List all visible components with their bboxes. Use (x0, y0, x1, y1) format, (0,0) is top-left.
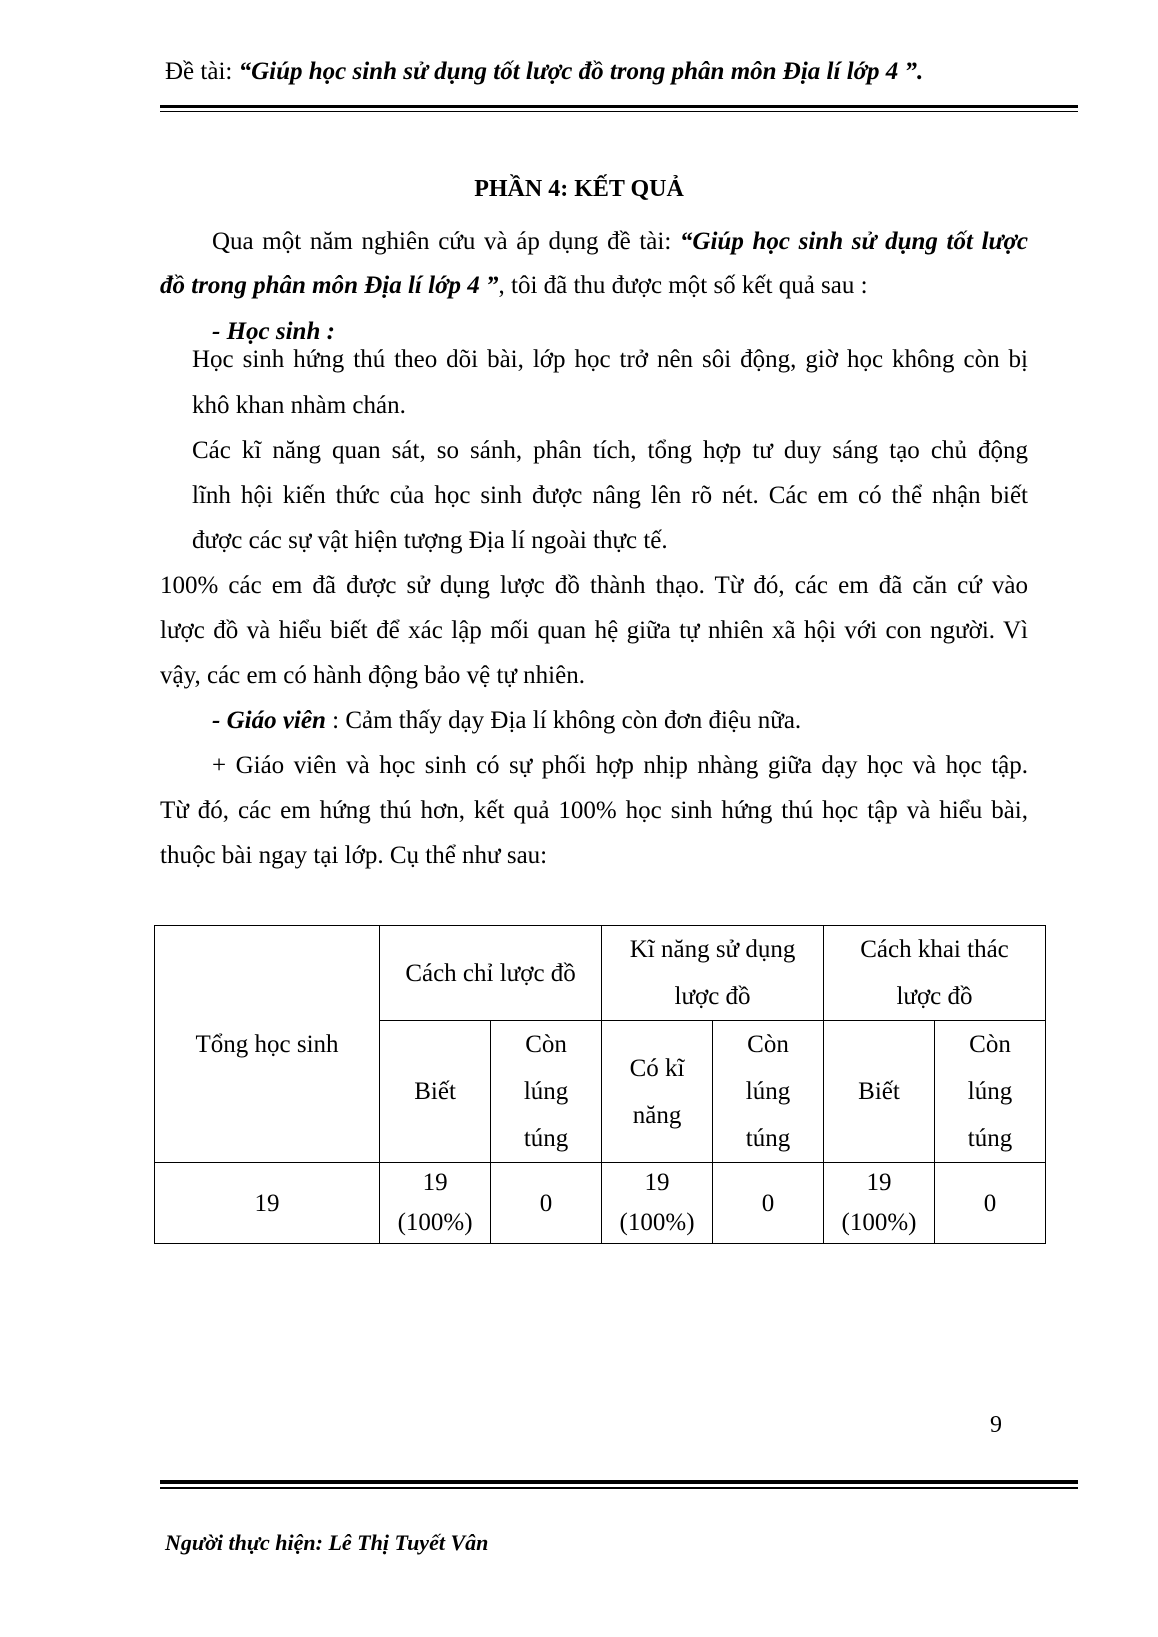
teachers-p-line-2: Từ đó, các em hứng thú hơn, kết quả 100% học sinh hứng thú học tập và hiểu bài, (160, 797, 1028, 824)
students-p3-line-3: vậy, các em có hành động bảo vệ tự nhiên. (160, 662, 585, 689)
header-rule-thin (160, 111, 1078, 112)
header-prefix: Đề tài: (165, 58, 239, 85)
g1-confused-value: 0 (491, 1163, 602, 1244)
sub-header-confused: Còn lúng túng (935, 1021, 1046, 1163)
page-number: 9 (990, 1412, 1002, 1438)
intro-topic: “Giúp học sinh sử dụng tốt lược (679, 228, 1028, 255)
students-p2-line-2: lĩnh hội kiến thức của học sinh được nâng lên rõ nét. Các em có thể nhận biết (192, 482, 1028, 509)
sub-header-confused: Còn lúng túng (713, 1021, 824, 1163)
sub-header-skilled: Có kĩ năng (602, 1021, 713, 1163)
header-topic: “Giúp học sinh sử dụng tốt lược đồ trong phân môn Địa lí lớp 4 ”. (238, 58, 924, 85)
section-title: PHẦN 4: KẾT QUẢ (474, 176, 684, 202)
sub-header-confused: Còn lúng túng (491, 1021, 602, 1163)
page-header (165, 58, 923, 86)
results-table (154, 925, 1046, 1244)
footer-rule-thick (160, 1480, 1078, 1484)
g3-know-value: 19 (100%) (824, 1163, 935, 1244)
students-heading: - Học sinh : (212, 318, 335, 345)
g3-confused-value: 0 (935, 1163, 1046, 1244)
footer-author: Người thực hiện: Lê Thị Tuyết Vân (165, 1530, 489, 1555)
total-students-header: Tổng học sinh (155, 926, 380, 1163)
intro-text-end: , tôi đã thu được một số kết quả sau : (498, 272, 868, 299)
teachers-p-line-1: + Giáo viên và học sinh có sự phối hợp nhịp nhàng giữa dạy học và học tập. (212, 752, 1028, 779)
header-rule-thick (160, 105, 1078, 108)
students-p1-line-2: khô khan nhàm chán. (192, 392, 406, 419)
teachers-heading: - Giáo viên (212, 707, 326, 734)
g2-skill-value: 19 (100%) (602, 1163, 713, 1244)
students-p3-line-1: 100% các em đã được sử dụng lược đồ thành thạo. Từ đó, các em đã căn cứ vào (160, 572, 1028, 599)
intro-text: Qua một năm nghiên cứu và áp dụng đề tài: (212, 228, 680, 255)
g2-confused-value: 0 (713, 1163, 824, 1244)
teachers-text: : Cảm thấy dạy Địa lí không còn đơn điệu nữa. (325, 707, 802, 734)
map-pointing-header: Cách chỉ lược đồ (380, 926, 602, 1021)
students-p1-line-1: Học sinh hứng thú theo dõi bài, lớp học trở nên sôi động, giờ học không còn bị (192, 346, 1028, 373)
map-skill-header: Kĩ năng sử dụng lược đồ (602, 926, 824, 1021)
teachers-line (212, 707, 801, 735)
intro-line-1 (212, 228, 1028, 256)
footer-rule-thin (160, 1487, 1078, 1489)
table-row (155, 1163, 1046, 1244)
students-p2-line-3: được các sự vật hiện tượng Địa lí ngoài thực tế. (192, 527, 668, 554)
table-row (155, 926, 1046, 1021)
sub-header-know: Biết (824, 1021, 935, 1163)
students-p2-line-1: Các kĩ năng quan sát, so sánh, phân tích, tổng hợp tư duy sáng tạo chủ động (192, 437, 1028, 464)
students-p3-line-2: lược đồ và hiểu biết để xác lập mối quan hệ giữa tự nhiên xã hội với con người. Vì (160, 617, 1028, 644)
map-exploit-header: Cách khai thác lược đồ (824, 926, 1046, 1021)
total-students-value: 19 (155, 1163, 380, 1244)
teachers-p-line-3: thuộc bài ngay tại lớp. Cụ thể như sau: (160, 842, 548, 869)
sub-header-know: Biết (380, 1021, 491, 1163)
intro-line-2 (160, 272, 868, 300)
intro-topic-cont: đồ trong phân môn Địa lí lớp 4 ” (160, 272, 499, 299)
g1-know-value: 19 (100%) (380, 1163, 491, 1244)
